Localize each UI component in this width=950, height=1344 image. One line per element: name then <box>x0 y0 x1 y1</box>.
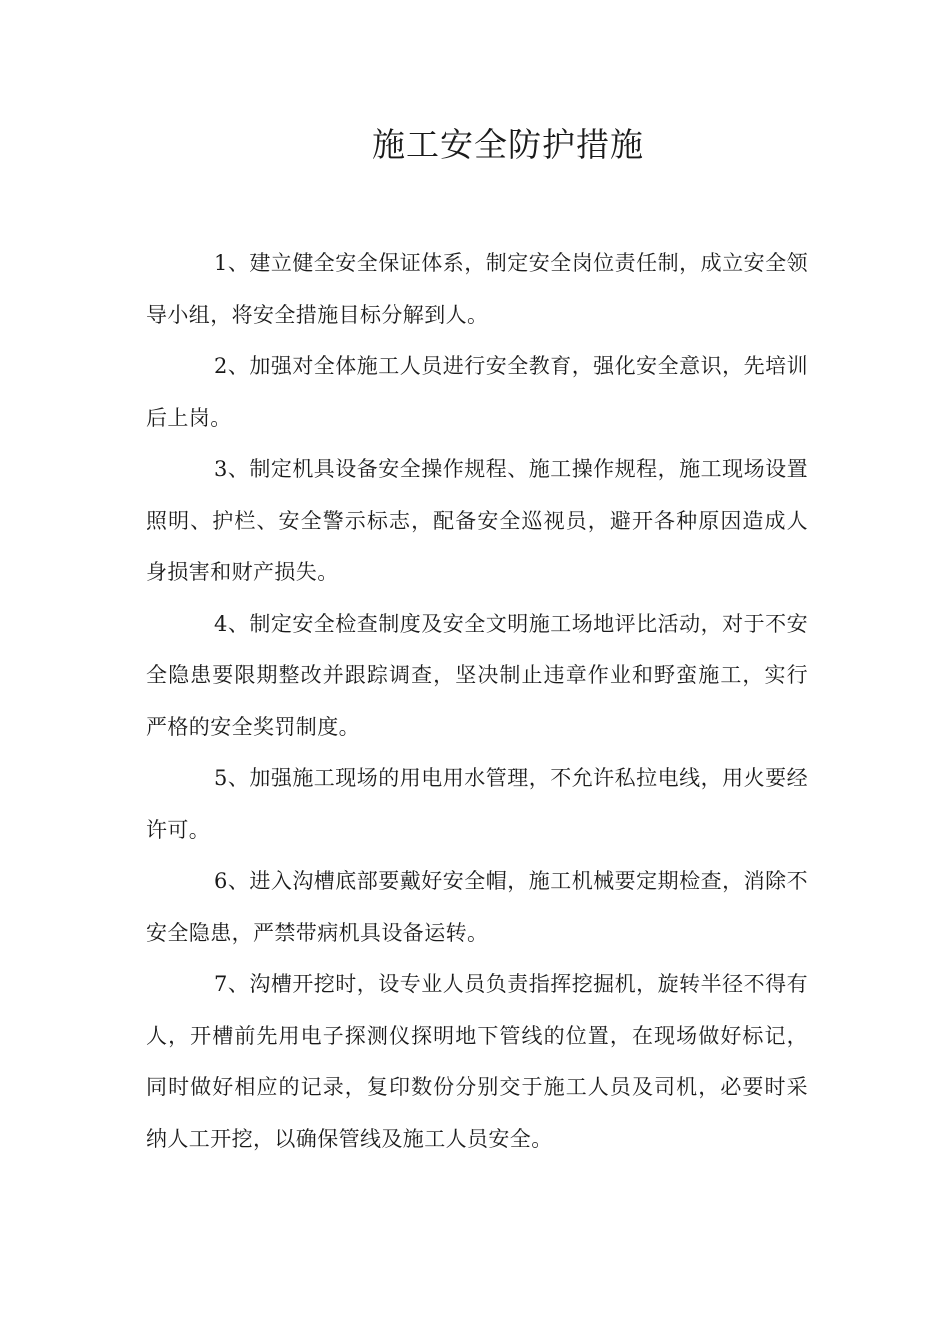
paragraph-6: 6、进入沟槽底部要戴好安全帽，施工机械要定期检查，消除不安全隐患，严禁带病机具设备运转。 <box>146 869 808 945</box>
paragraph-2: 2、加强对全体施工人员进行安全教育，强化安全意识，先培训后上岗。 <box>146 354 808 430</box>
page-title: 施工安全防护措施 <box>372 125 644 164</box>
document-body <box>146 238 808 1165</box>
paragraph-5: 5、加强施工现场的用电用水管理，不允许私拉电线，用火要经许可。 <box>146 766 808 842</box>
paragraph-1: 1、建立健全安全保证体系，制定安全岗位责任制，成立安全领导小组，将安全措施目标分解到人。 <box>146 251 808 327</box>
paragraph-3: 3、制定机具设备安全操作规程、施工操作规程，施工现场设置照明、护栏、安全警示标志，配备安全巡视员，避开各种原因造成人身损害和财产损失。 <box>146 457 808 584</box>
paragraph-7: 7、沟槽开挖时，设专业人员负责指挥挖掘机，旋转半径不得有人，开槽前先用电子探测仪探明地下管线的位置，在现场做好标记，同时做好相应的记录，复印数份分别交于施工人员及司机，必要时采纳人工开挖，以确保管线及施工人员安全。 <box>146 972 808 1151</box>
paragraph-4: 4、制定安全检查制度及安全文明施工场地评比活动，对于不安全隐患要限期整改并跟踪调查，坚决制止违章作业和野蛮施工，实行严格的安全奖罚制度。 <box>146 611 808 739</box>
